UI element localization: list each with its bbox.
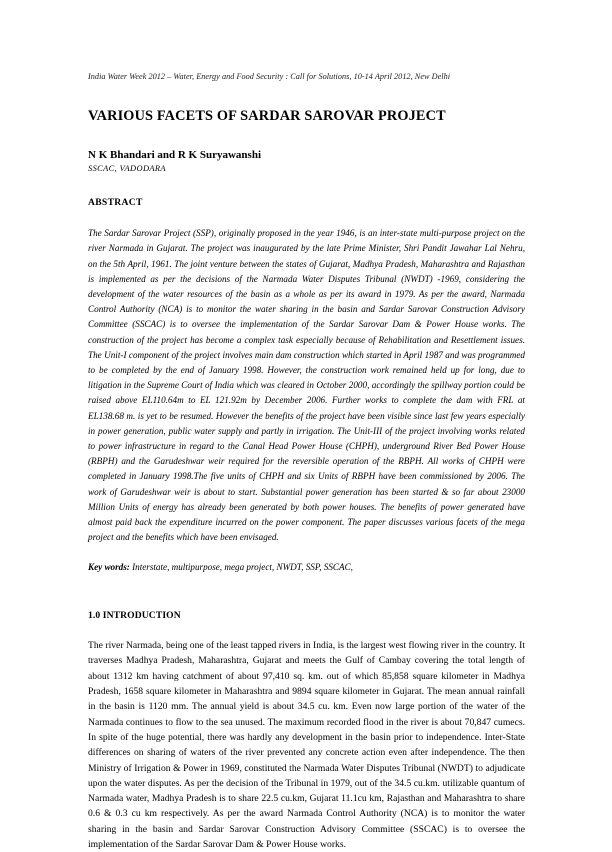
keywords-label: Key words: — [88, 562, 130, 573]
abstract-heading: ABSTRACT — [88, 196, 143, 208]
abstract-body — [88, 226, 525, 545]
introduction-paragraph: The river Narmada, being one of the least tapped rivers in India, is the largest west flowing river in the country. It traverses Madhya Pradesh, Maharashtra, Gujarat and meets the Gulf of Cambay covering the total length of about 1312 km having catchment of about 97,410 sq. km. out of which 85,858 square kilometer in Madhya Pradesh, 1658 square kilometer in Maharashtra and 9894 square kilometer in Gujarat. The mean annual rainfall in the basin is 1120 mm. The annual yield is about 34.5 cu. km. Even now large portion of the water of the Narmada continues to flow to the sea unused. The maximum recorded flood in the river is about 70,847 cumecs. In spite of the huge potential, there was hardly any development in the basin prior to independence. Inter-State differences on sharing of waters of the river prevented any concrete action even after independence. The then Ministry of Irrigation & Power in 1969, constituted the Narmada Water Disputes Tribunal (NWDT) to adjudicate upon the water disputes. As per the decision of the Tribunal in 1979, out of the 34.5 cu.km. utilizable quantum of Narmada water, Madhya Pradesh is to share 22.5 cu.km, Gujarat 11.1cu km, Rajasthan and Maharashtra to share 0.6 & 0.3 cu km respectively. As per the award Narmada Control Authority (NCA) is to monitor the water sharing in the basin and Sardar Sarovar Construction Advisory Committee (SSCAC) is to oversee the implementation of the Sardar Sarovar Dam & Power House works. — [88, 640, 525, 850]
running-head: India Water Week 2012 – Water, Energy and Food Security : Call for Solutions, 10-14 April 2012, New Delhi — [88, 72, 451, 81]
abstract-paragraph: The Sardar Sarovar Project (SSP), originally proposed in the year 1946, is an inter-state multi-purpose project on the river Narmada in Gujarat. The project was inaugurated by the late Prime Minister, Shri Pandit Jawahar Lal Nehru, on the 5th April, 1961. The joint venture between the states of Gujarat, Madhya Pradesh, Maharashtra and Rajasthan is implemented as per the decisions of the Narmada Water Disputes Tribunal (NWDT) -1969, considering the development of the water resources of the basin as a whole as per its award in 1979. As per the award, Narmada Control Authority (NCA) is to monitor the water sharing in the basin and Sardar Sarovar Construction Advisory Committee (SSCAC) is to oversee the implementation of the Sardar Sarovar Dam & Power House works. The construction of the project has become a complex task especially because of Rehabilitation and Resettlement issues. The Unit-I component of the project involves main dam construction which started in April 1987 and was programmed to be completed by the end of January 1998. However, the construction work remained held up for long, due to litigation in the Supreme Court of India which was cleared in October 2000, accordingly the spillway portion could be raised above EL110.64m to EL 121.92m by December 2006. Further works to complete the dam with FRL at EL138.68 m. is yet to be resumed. However the benefits of the project have been visible since last few years especially in power generation, public water supply and partly in irrigation. The Unit-III of the project involving works related to power infrastructure in regard to the Canal Head Power House (CHPH), underground River Bed Power House (RBPH) and the Garudeshwar weir required for the reversible operation of the RBPH. All works of CHPH were completed in January 1998.The five units of CHPH and six Units of RBPH have been commissioned by 2006. The work of Garudeshwar weir is about to start. Substantial power generation has been started & so far about 23000 Million Units of energy has already been generated by both power houses. The benefits of power generated have almost paid back the expenditure incurred on the power component. The paper discusses various facets of the mega project and the benefits which have been envisaged. — [88, 228, 525, 543]
author-list: N K Bhandari and R K Suryawanshi — [88, 149, 261, 161]
introduction-body — [88, 638, 525, 852]
keywords-values: Interstate, multipurpose, mega project, NWDT, SSP, SSCAC, — [129, 562, 353, 573]
keywords-line — [88, 560, 525, 575]
page-title: VARIOUS FACETS OF SARDAR SAROVAR PROJECT — [88, 107, 446, 124]
introduction-heading: 1.0 INTRODUCTION — [88, 609, 181, 621]
author-affiliation: SSCAC, VADODARA — [88, 163, 166, 173]
